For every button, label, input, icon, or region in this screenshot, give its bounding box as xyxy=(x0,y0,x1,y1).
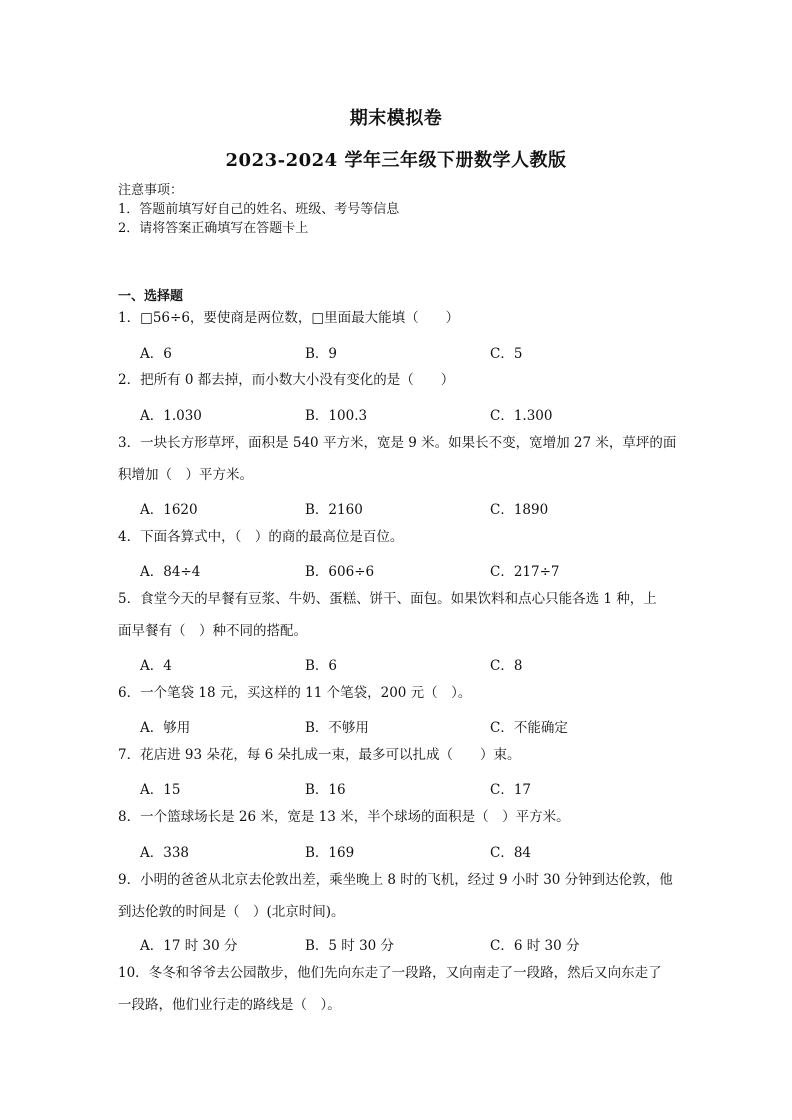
option-c: C．17 xyxy=(490,782,532,798)
option-b: B．606÷6 xyxy=(305,564,375,580)
option-a: A．6 xyxy=(140,346,172,362)
options-row-6 xyxy=(140,716,660,736)
question-5 xyxy=(118,583,688,647)
option-c: C．8 xyxy=(490,658,523,674)
question-text: 面早餐有（ ）种不同的搭配。 xyxy=(118,623,307,639)
question-1 xyxy=(118,302,688,334)
section-title: 一、选择题 xyxy=(118,289,184,304)
options-row-1 xyxy=(140,342,660,362)
option-c: C．1.300 xyxy=(490,408,553,424)
question-4 xyxy=(118,521,688,553)
question-text: 2．把所有 0 都去掉，而小数大小没有变化的是（ ） xyxy=(118,372,455,388)
question-6 xyxy=(118,677,688,709)
question-text: 1．□56÷6，要使商是两位数，□里面最大能填（ ） xyxy=(118,310,460,326)
page-title: 期末模拟卷 xyxy=(349,108,443,129)
options-row-2 xyxy=(140,404,660,424)
option-c: C．5 xyxy=(490,346,523,362)
option-b: B．5 时 30 分 xyxy=(305,938,395,954)
options-row-4 xyxy=(140,560,660,580)
options-row-8 xyxy=(140,841,660,861)
question-text: 到达伦敦的时间是（ ）(北京时间)。 xyxy=(118,904,345,920)
notice-item: 1．答题前填写好自己的姓名、班级、考号等信息 xyxy=(118,202,400,217)
option-a: A．1620 xyxy=(140,502,198,518)
option-b: B．169 xyxy=(305,845,355,861)
option-a: A．4 xyxy=(140,658,172,674)
notice-item: 2．请将答案正确填写在答题卡上 xyxy=(118,221,309,236)
notice-block xyxy=(118,181,399,238)
option-b: B．100.3 xyxy=(305,408,368,424)
option-b: B．6 xyxy=(305,658,338,674)
option-a: A．338 xyxy=(140,845,190,861)
question-8 xyxy=(118,801,688,833)
option-c: C．217÷7 xyxy=(490,564,560,580)
option-a: A．1.030 xyxy=(140,408,202,424)
question-text: 积增加（ ）平方米。 xyxy=(118,467,253,483)
question-text: 5．食堂今天的早餐有豆浆、牛奶、蛋糕、饼干、面包。如果饮料和点心只能各选 1 种，上 xyxy=(118,591,657,607)
option-b: B．9 xyxy=(305,346,338,362)
option-c: C．1890 xyxy=(490,502,549,518)
question-9 xyxy=(118,864,688,928)
question-text: 4．下面各算式中，（ ）的商的最高位是百位。 xyxy=(118,529,404,545)
page-subtitle: 2023-2024 学年三年级下册数学人教版 xyxy=(225,150,567,171)
question-10 xyxy=(118,957,688,1021)
question-text: 10．冬冬和爷爷去公园散步，他们先向东走了一段路，又向南走了一段路，然后又向东走了 xyxy=(118,965,662,981)
question-text: 一段路，他们业行走的路线是（ ）。 xyxy=(118,997,341,1013)
option-a: A．84÷4 xyxy=(140,564,201,580)
notice-heading: 注意事项： xyxy=(118,183,184,198)
question-text: 6．一个笔袋 18 元，买这样的 11 个笔袋，200 元（ ）。 xyxy=(118,685,472,701)
question-2 xyxy=(118,364,688,396)
options-row-9 xyxy=(140,934,660,954)
option-b: B．不够用 xyxy=(305,720,369,736)
question-text: 9．小明的爸爸从北京去伦敦出差，乘坐晚上 8 时的飞机，经过 9 小时 30 分钟到达伦敦，他 xyxy=(118,872,673,888)
options-row-7 xyxy=(140,778,660,798)
question-3 xyxy=(118,427,688,491)
question-7 xyxy=(118,739,688,771)
option-a: A．够用 xyxy=(140,720,191,736)
option-a: A．15 xyxy=(140,782,181,798)
question-text: 3．一块长方形草坪，面积是 540 平方米，宽是 9 米。如果长不变，宽增加 27 米，草坪的面 xyxy=(118,435,677,451)
option-b: B．2160 xyxy=(305,502,363,518)
question-text: 8．一个篮球场长是 26 米，宽是 13 米，半个球场的面积是（ ）平方米。 xyxy=(118,809,570,825)
option-c: C．不能确定 xyxy=(490,720,568,736)
option-c: C．6 时 30 分 xyxy=(490,938,580,954)
question-text: 7．花店进 93 朵花，每 6 朵扎成一束，最多可以扎成（ ）束。 xyxy=(118,747,521,763)
option-a: A．17 时 30 分 xyxy=(140,938,238,954)
option-c: C．84 xyxy=(490,845,532,861)
options-row-3 xyxy=(140,498,660,518)
options-row-5 xyxy=(140,654,660,674)
option-b: B．16 xyxy=(305,782,346,798)
